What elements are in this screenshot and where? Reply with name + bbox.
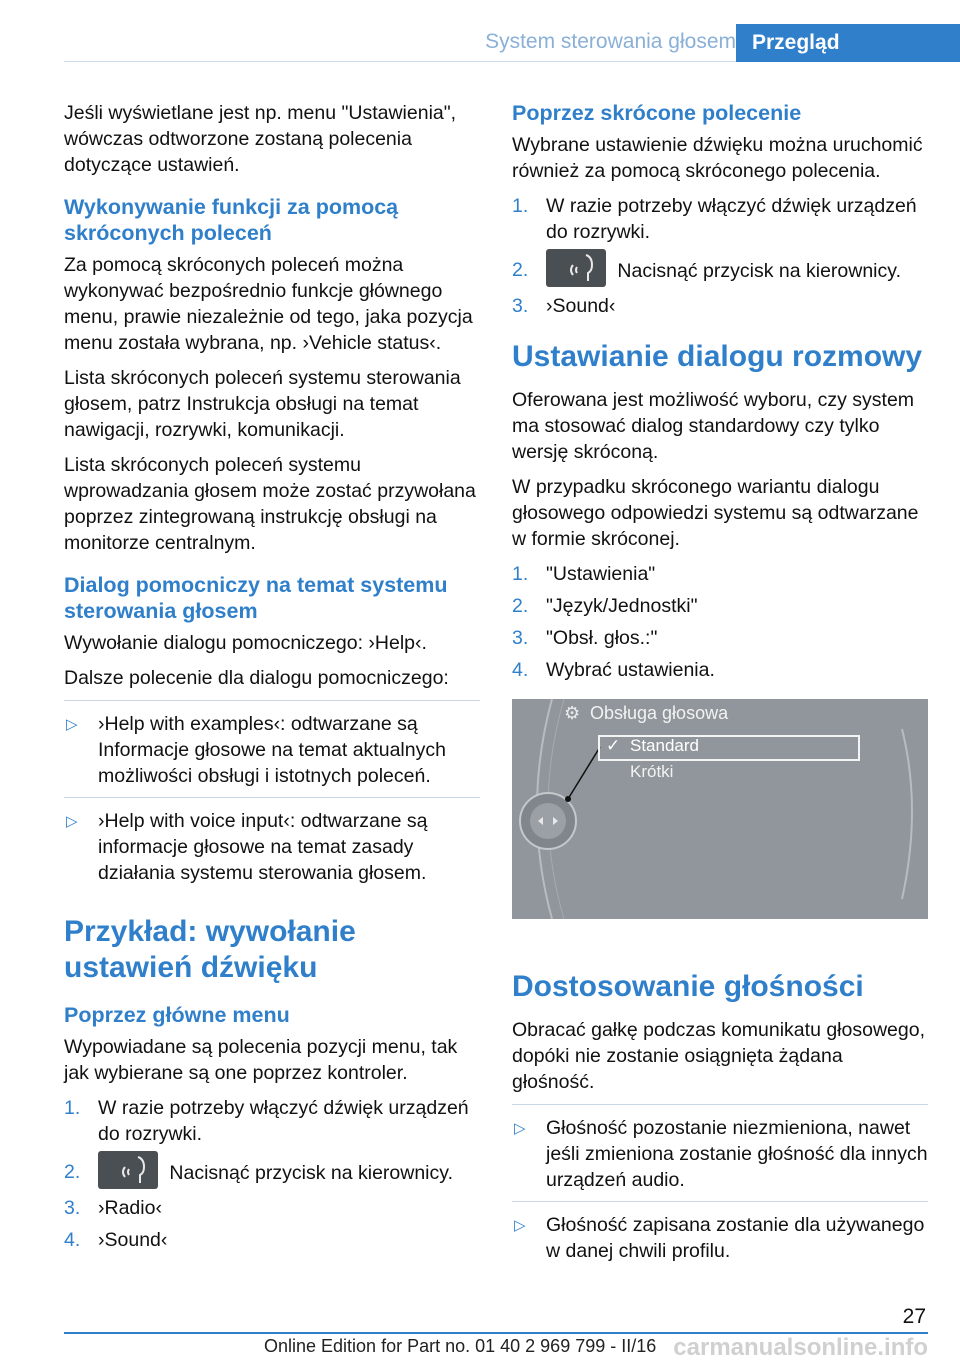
divider [512,1104,928,1105]
triangle-bullet-icon: ▷ [514,1217,526,1234]
list-item: 1. W razie potrzeby włączyć dźwięk urządzeń do rozrywki. [512,195,917,243]
paragraph: Za pomocą skróconych poleceń można wykonywać bezpośrednio funkcje głównego menu, prawie niezależnie od tego, jaka pozycja menu została wybrana, np. ›Vehicle status‹. [64,254,473,354]
list-item: ▷ Głośność pozostanie niezmieniona, nawet jeśli zmieniona zostanie głośność dla innych urządzeń audio. [514,1117,928,1191]
paragraph: Wywołanie dialogu pomocniczego: ›Help‹. [64,632,427,654]
paragraph: Oferowana jest możliwość wyboru, czy system ma stosować dialog standardowy czy tylko wersję skróconą. [512,389,915,463]
divider [64,797,480,798]
triangle-bullet-icon: ▷ [66,716,78,733]
screen-title: Obsługa głosowa [590,703,729,723]
steps-list [64,1095,480,1253]
help-list [64,711,480,789]
volume-list [512,1212,928,1264]
list-item: 4. Wybrać ustawienia. [512,659,715,681]
triangle-bullet-icon: ▷ [66,813,78,830]
page-number: 27 [902,1305,926,1328]
list-item: 2. "Język/Jednostki" [512,595,698,617]
list-item: 3. ›Radio‹ [64,1197,162,1219]
list-item: 3. ›Sound‹ [512,295,616,317]
section-title: System sterowania głosem [485,30,736,53]
voice-button-icon [546,249,606,287]
watermark: carmanualsonline.info [673,1334,928,1361]
gear-icon: ⚙ [564,703,581,723]
list-item: 2. Nacisnąć przycisk na kierownicy. [512,257,928,287]
idrive-screenshot [512,699,928,919]
heading-dialog: Ustawianie dialogu rozmowy [512,340,923,373]
list-item: 1. "Ustawienia" [512,563,656,585]
heading-main-menu: Poprzez główne menu [64,1003,290,1027]
divider [512,1201,928,1202]
right-column [512,100,928,1272]
help-list [64,808,480,886]
paragraph: Lista skróconych poleceń systemu sterowania głosem, patrz Instrukcja obsługi na temat nawigacji, rozrywki, komunikacji. [64,367,461,441]
triangle-bullet-icon: ▷ [514,1120,526,1137]
list-item: 4. ›Sound‹ [64,1229,168,1251]
list-item: 2. Nacisnąć przycisk na kierownicy. [64,1159,480,1189]
page-header [0,0,960,62]
list-item: ▷ Głośność zapisana zostanie dla używanego w danej chwili profilu. [514,1214,925,1262]
dialog-steps-list [512,561,928,683]
checkmark-icon: ✓ [606,736,621,755]
intro-paragraph: Jeśli wyświetlane jest np. menu "Ustawienia", wówczas odtworzone zostaną polecenia dotyczące ustawień. [64,102,457,176]
paragraph: W przypadku skróconego wariantu dialogu głosowego odpowiedzi systemu są odtwarzane w formie skróconej. [512,476,919,550]
paragraph: Lista skróconych poleceń systemu wprowadzania głosem może zostać przywołana poprzez zintegrowaną instrukcję obsługi na monitorze centralnym. [64,454,476,554]
paragraph: Dalsze polecenie dla dialogu pomocniczego: [64,667,449,689]
heading-short-command: Poprzez skrócone polecenie [512,101,802,125]
volume-list [512,1115,928,1193]
option-short: Krótki [630,762,674,781]
paragraph: Obracać gałkę podczas komunikatu głosowego, dopóki nie zostanie osiągnięta żądana głośność. [512,1019,925,1093]
voice-button-icon [98,1151,158,1189]
paragraph: Wypowiadane są polecenia pozycji menu, tak jak wybierane są one poprzez kontroler. [64,1036,458,1084]
steps-list [512,193,928,319]
heading-help-dialog: Dialog pomocniczy na temat systemu sterowania głosem [64,573,448,623]
option-standard: Standard [630,736,699,755]
list-item: ▷ ›Help with examples‹: odtwarzane są Informacje głosowe na temat aktualnych możliwości obsługi i istotnych poleceń. [66,713,446,787]
divider [64,700,480,701]
list-item: 3. "Obsł. głos.:" [512,627,658,649]
heading-shortcuts: Wykonywanie funkcji za pomocą skróconych poleceń [64,195,399,245]
left-column [64,100,480,1261]
edition-text: Online Edition for Part no. 01 40 2 969 799 - II/16 [264,1336,657,1356]
header-rule [64,61,736,62]
chapter-tab: Przegląd [736,24,960,62]
list-item: ▷ ›Help with voice input‹: odtwarzane są informacje głosowe na temat zasady działania systemu sterowania głosem. [66,810,428,884]
heading-volume: Dostosowanie głośności [512,970,864,1003]
heading-example: Przykład: wywołanie ustawień dźwięku [64,915,356,984]
paragraph: Wybrane ustawienie dźwięku można uruchomić również za pomocą skróconego polecenia. [512,134,923,182]
list-item: 1. W razie potrzeby włączyć dźwięk urządzeń do rozrywki. [64,1097,469,1145]
